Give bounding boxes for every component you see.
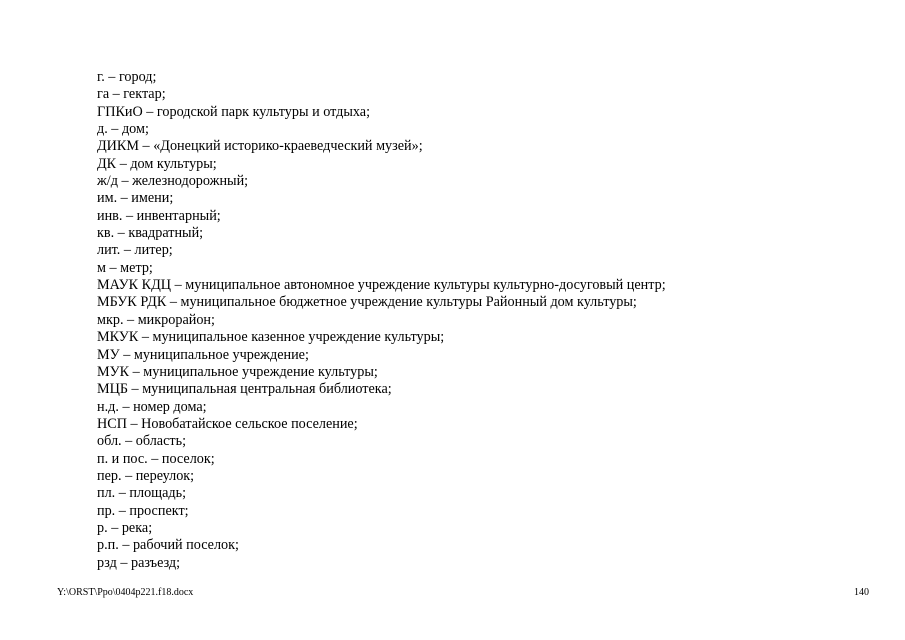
list-item: МУК – муниципальное учреждение культуры; <box>97 363 378 380</box>
list-item: н.д. – номер дома; <box>97 398 207 415</box>
list-item: рзд – разъезд; <box>97 554 181 571</box>
list-item: им. – имени; <box>97 190 174 207</box>
list-item: пр. – проспект; <box>97 502 189 519</box>
list-item: МУ – муниципальное учреждение; <box>97 346 309 363</box>
list-item: ДИКМ – «Донецкий историко-краеведческий музей»; <box>97 138 423 155</box>
list-item: НСП – Новобатайское сельское поселение; <box>97 415 358 432</box>
list-item: ГПКиО – городской парк культуры и отдыха; <box>97 103 371 120</box>
footer-file-path: Y:\ORST\Ppo\0404p221.f18.docx <box>57 587 194 598</box>
list-item: д. – дом; <box>97 121 149 138</box>
list-item: га – гектар; <box>97 86 166 103</box>
abbreviation-list <box>97 69 857 572</box>
list-item: п. и пос. – поселок; <box>97 450 215 467</box>
list-item: г. – город; <box>97 69 157 85</box>
list-item: пл. – площадь; <box>97 485 187 502</box>
list-item: обл. – область; <box>97 433 187 450</box>
list-item: лит. – литер; <box>97 242 173 259</box>
list-item: р.п. – рабочий поселок; <box>97 537 239 554</box>
list-item: м – метр; <box>97 259 153 276</box>
list-item: р. – река; <box>97 519 153 536</box>
list-item: МКУК – муниципальное казенное учреждение культуры; <box>97 329 445 346</box>
list-item: МАУК КДЦ – муниципальное автономное учреждение культуры культурно-досуговый центр; <box>97 277 666 294</box>
list-item: ж/д – железнодорожный; <box>97 173 249 190</box>
footer-page-number: 140 <box>854 587 869 598</box>
list-item: мкр. – микрорайон; <box>97 311 215 328</box>
list-item: ДК – дом культуры; <box>97 155 217 172</box>
list-item: кв. – квадратный; <box>97 225 204 242</box>
list-item: МБУК РДК – муниципальное бюджетное учреждение культуры Районный дом культуры; <box>97 294 637 311</box>
list-item: инв. – инвентарный; <box>97 207 221 224</box>
list-item: пер. – переулок; <box>97 467 195 484</box>
list-item: МЦБ – муниципальная центральная библиотека; <box>97 381 392 398</box>
